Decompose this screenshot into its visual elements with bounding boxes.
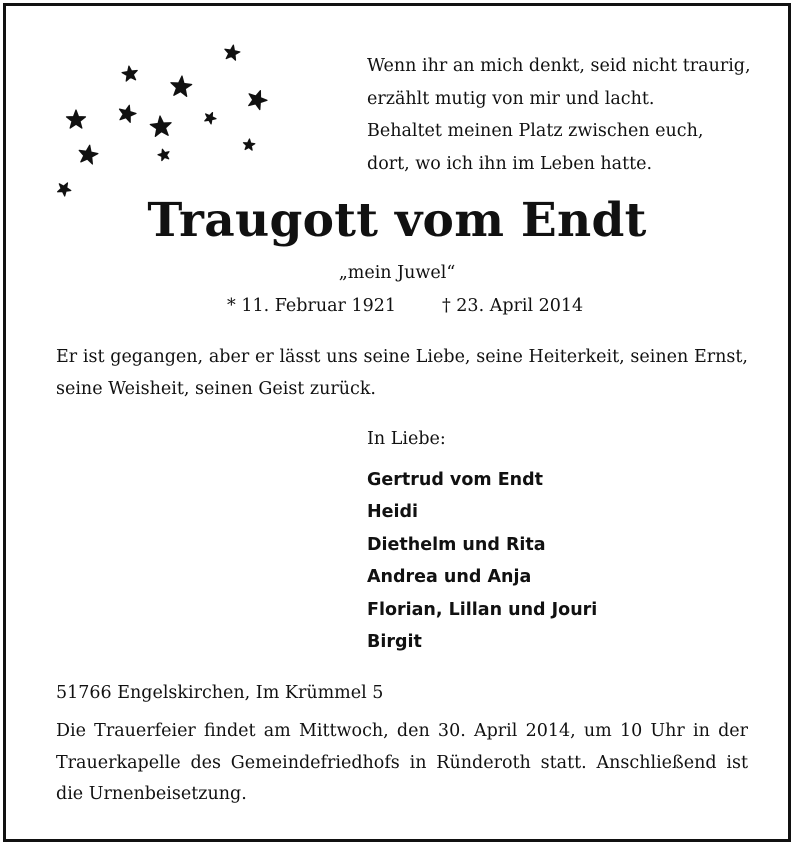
address: 51766 Engelskirchen, Im Krümmel 5	[56, 683, 384, 703]
life-dates	[227, 296, 583, 316]
poem-line: Behaltet meinen Platz zwischen euch,	[367, 121, 704, 141]
poem-line: Wenn ihr an mich denkt, seid nicht traurig,	[367, 56, 751, 76]
poem-line: erzählt mutig von mir und lacht.	[367, 88, 655, 109]
mourner-name: Birgit	[367, 632, 422, 653]
star-icon	[67, 110, 86, 128]
farewell-text: Er ist gegangen, aber er lässt uns seine Liebe, seine Heiterkeit, seinen Ernst, seine Weisheit, seinen Geist zurück.	[56, 347, 748, 399]
obituary-frame	[3, 3, 791, 842]
mourner-name: Diethelm und Rita	[367, 534, 546, 555]
mourner-name: Florian, Lillan und Jouri	[367, 599, 598, 620]
mourner-name: Gertrud vom Endt	[367, 470, 543, 490]
star-icon	[244, 139, 255, 150]
poem	[367, 50, 777, 180]
mourner-name: Heidi	[367, 502, 419, 523]
nickname: „mein Juwel“	[338, 263, 456, 283]
mourners-list	[367, 464, 597, 658]
birth-date: * 11. Februar 1921	[227, 296, 396, 316]
deceased-name: Traugott vom Endt	[147, 193, 647, 248]
star-icon	[150, 116, 171, 136]
poem-line: dort, wo ich ihn im Leben hatte.	[367, 153, 653, 174]
in-liebe-label: In Liebe:	[367, 429, 446, 449]
star-icon	[158, 149, 169, 160]
star-icon	[79, 145, 98, 164]
star-icon	[249, 91, 267, 110]
death-date: † 23. April 2014	[441, 296, 584, 316]
star-icon	[171, 76, 192, 96]
star-icon	[122, 66, 137, 81]
funeral-info: Die Trauerfeier findet am Mittwoch, den 30. April 2014, um 10 Uhr in der Trauerkapelle des Gemeindefriedhofs in Ründeroth statt. Anschließend ist die Urnenbeisetzung.	[56, 721, 748, 804]
star-icon	[120, 105, 137, 122]
star-icon	[205, 113, 216, 124]
star-icon	[225, 45, 240, 60]
mourner-name: Andrea und Anja	[367, 567, 532, 588]
